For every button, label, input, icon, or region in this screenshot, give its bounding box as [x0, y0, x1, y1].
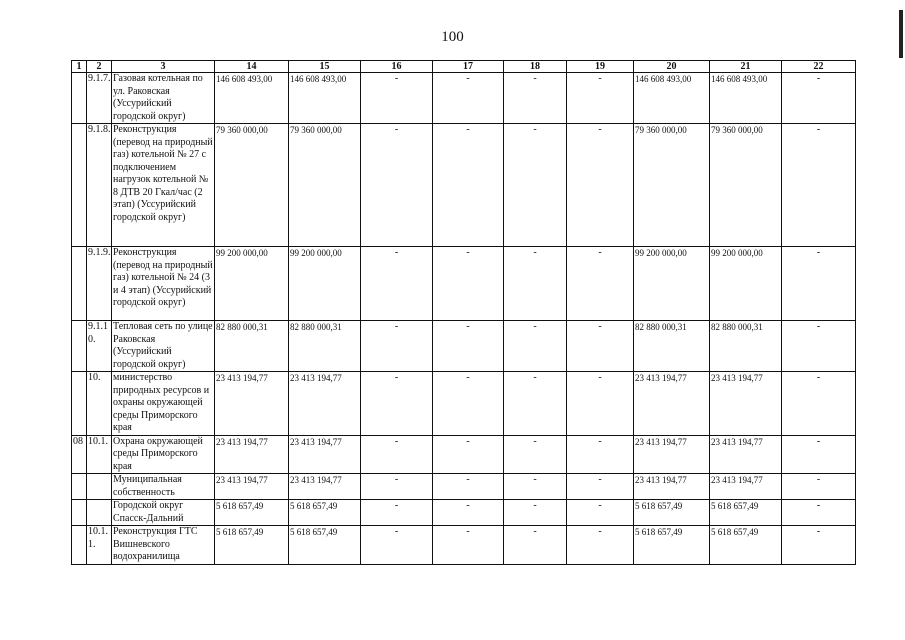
value-cell-18: -	[504, 73, 567, 124]
value-cell-15: 79 360 000,00	[289, 124, 361, 247]
value-cell-21: 82 880 000,31	[710, 321, 782, 372]
value-cell-19: -	[567, 500, 634, 526]
value-cell-22: -	[782, 526, 856, 565]
header-cell: 3	[112, 61, 215, 73]
value-cell-19: -	[567, 526, 634, 565]
item-name-cell: Городской округ Спасск-Дальний	[112, 500, 215, 526]
value-cell-17: -	[433, 247, 504, 321]
item-name-cell: Тепловая сеть по улице Раковская (Уссурийский городской округ)	[113, 321, 213, 370]
value-cell-15: 23 413 194,77	[289, 372, 361, 436]
header-cell: 2	[87, 61, 112, 73]
table-row	[72, 474, 856, 500]
item-number-cell	[87, 474, 112, 500]
item-number-cell: 10.1.	[87, 435, 112, 474]
value-cell-14: 146 608 493,00	[215, 73, 289, 124]
value-cell-20: 23 413 194,77	[634, 474, 710, 500]
section-code-cell	[72, 474, 87, 500]
header-cell: 14	[215, 61, 289, 73]
value-cell-21: 23 413 194,77	[710, 372, 782, 436]
value-cell-18: -	[504, 247, 567, 321]
value-cell-20: 79 360 000,00	[634, 124, 710, 247]
value-cell-18: -	[504, 372, 567, 436]
item-number-cell	[87, 500, 112, 526]
section-code-cell	[72, 500, 87, 526]
item-number-cell: 10.1. 1.	[87, 526, 112, 565]
table-row	[72, 372, 856, 436]
section-code-cell: 08	[72, 435, 87, 474]
item-name-cell: Реконструкция (перевод на природный газ) котельной № 24 (3 и 4 этап) (Уссурийский городской округ)	[112, 247, 215, 321]
value-cell-14: 79 360 000,00	[215, 124, 289, 247]
value-cell-22: -	[782, 321, 856, 372]
value-cell-15: 99 200 000,00	[289, 247, 361, 321]
section-code-cell	[72, 247, 87, 321]
header-cell: 22	[782, 61, 856, 73]
value-cell-19: -	[567, 474, 634, 500]
value-cell-19: -	[567, 247, 634, 321]
header-cell: 20	[634, 61, 710, 73]
value-cell-19: -	[567, 372, 634, 436]
item-name-cell: министерство природных ресурсов и охраны окружающей среды Приморского края	[112, 372, 215, 436]
table-row	[72, 526, 856, 565]
header-cell: 19	[567, 61, 634, 73]
value-cell-17: -	[433, 526, 504, 565]
value-cell-21: 23 413 194,77	[710, 474, 782, 500]
value-cell-22: -	[782, 247, 856, 321]
value-cell-17: -	[433, 321, 504, 372]
value-cell-15: 82 880 000,31	[289, 321, 361, 372]
value-cell-17: -	[433, 372, 504, 436]
value-cell-17: -	[433, 500, 504, 526]
table-row	[72, 500, 856, 526]
section-code-cell	[72, 321, 87, 372]
section-code-cell	[72, 73, 87, 124]
value-cell-16: -	[361, 124, 433, 247]
value-cell-18: -	[504, 500, 567, 526]
value-cell-19: -	[567, 73, 634, 124]
item-number-cell: 10.	[87, 372, 112, 436]
item-number-cell: 9.1.8.	[87, 124, 112, 247]
value-cell-15: 5 618 657,49	[289, 526, 361, 565]
value-cell-19: -	[567, 321, 634, 372]
value-cell-17: -	[433, 474, 504, 500]
value-cell-22: -	[782, 435, 856, 474]
value-cell-20: 99 200 000,00	[634, 247, 710, 321]
value-cell-14: 82 880 000,31	[215, 321, 289, 372]
value-cell-21: 146 608 493,00	[710, 73, 782, 124]
value-cell-14: 23 413 194,77	[215, 474, 289, 500]
value-cell-20: 23 413 194,77	[634, 372, 710, 436]
value-cell-14: 5 618 657,49	[215, 500, 289, 526]
item-number-cell: 9.1.7.	[87, 73, 112, 124]
value-cell-22: -	[782, 73, 856, 124]
value-cell-18: -	[504, 321, 567, 372]
value-cell-16: -	[361, 526, 433, 565]
value-cell-22: -	[782, 372, 856, 436]
value-cell-17: -	[433, 73, 504, 124]
value-cell-16: -	[361, 435, 433, 474]
value-cell-19: -	[567, 435, 634, 474]
value-cell-14: 23 413 194,77	[215, 372, 289, 436]
table-row	[72, 73, 856, 124]
value-cell-21: 23 413 194,77	[710, 435, 782, 474]
header-cell: 16	[361, 61, 433, 73]
budget-table	[71, 60, 856, 565]
value-cell-18: -	[504, 435, 567, 474]
value-cell-21: 5 618 657,49	[710, 500, 782, 526]
value-cell-15: 23 413 194,77	[289, 435, 361, 474]
value-cell-21: 79 360 000,00	[710, 124, 782, 247]
value-cell-21: 5 618 657,49	[710, 526, 782, 565]
value-cell-18: -	[504, 474, 567, 500]
item-name-cell: Реконструкция ГТС Вишневского водохранилища	[112, 526, 215, 565]
value-cell-14: 5 618 657,49	[215, 526, 289, 565]
table-row	[72, 435, 856, 474]
value-cell-16: -	[361, 500, 433, 526]
table-header-row	[72, 61, 856, 73]
value-cell-16: -	[361, 474, 433, 500]
value-cell-17: -	[433, 435, 504, 474]
value-cell-20: 5 618 657,49	[634, 526, 710, 565]
table-row	[72, 321, 856, 372]
scan-edge-mark	[899, 10, 903, 58]
value-cell-22: -	[782, 500, 856, 526]
header-cell: 15	[289, 61, 361, 73]
header-cell: 21	[710, 61, 782, 73]
value-cell-16: -	[361, 73, 433, 124]
item-name-cell: Муниципальная собственность	[112, 474, 215, 500]
section-code-cell	[72, 526, 87, 565]
item-name-cell: Газовая котельная по ул. Раковская (Уссурийский городской округ)	[112, 73, 215, 124]
value-cell-20: 23 413 194,77	[634, 435, 710, 474]
section-code-cell	[72, 124, 87, 247]
value-cell-16: -	[361, 321, 433, 372]
value-cell-15: 5 618 657,49	[289, 500, 361, 526]
section-code-cell	[72, 372, 87, 436]
value-cell-18: -	[504, 526, 567, 565]
value-cell-22: -	[782, 124, 856, 247]
value-cell-20: 82 880 000,31	[634, 321, 710, 372]
item-number-cell: 9.1.1 0.	[87, 321, 112, 372]
header-cell: 18	[504, 61, 567, 73]
value-cell-16: -	[361, 372, 433, 436]
header-cell: 17	[433, 61, 504, 73]
value-cell-14: 99 200 000,00	[215, 247, 289, 321]
table-row	[72, 247, 856, 321]
value-cell-16: -	[361, 247, 433, 321]
value-cell-20: 5 618 657,49	[634, 500, 710, 526]
value-cell-22: -	[782, 474, 856, 500]
value-cell-17: -	[433, 124, 504, 247]
value-cell-15: 23 413 194,77	[289, 474, 361, 500]
item-name-cell: Охрана окружающей среды Приморского края	[112, 435, 215, 474]
value-cell-14: 23 413 194,77	[215, 435, 289, 474]
header-cell: 1	[72, 61, 87, 73]
value-cell-20: 146 608 493,00	[634, 73, 710, 124]
value-cell-19: -	[567, 124, 634, 247]
page-number: 100	[441, 29, 464, 45]
item-number-cell: 9.1.9.	[87, 247, 112, 321]
value-cell-21: 99 200 000,00	[710, 247, 782, 321]
value-cell-18: -	[504, 124, 567, 247]
value-cell-15: 146 608 493,00	[289, 73, 361, 124]
item-name-cell: Реконструкция (перевод на природный газ) котельной № 27 с подключением нагрузок котельной № 8 ДТВ 20 Гкал/час (2 этап) (Уссурийский городской округ)	[112, 124, 215, 247]
table-row	[72, 124, 856, 247]
